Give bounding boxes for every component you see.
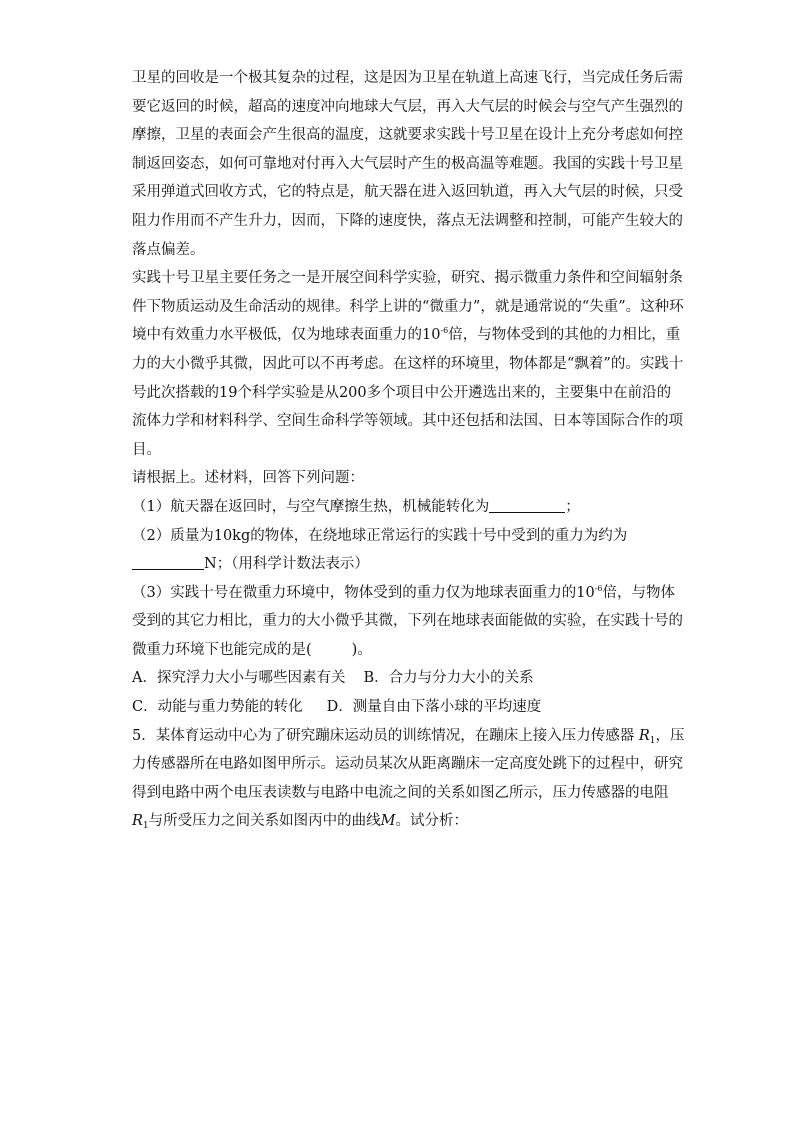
subscript: 1 [142, 821, 149, 832]
question-2-line-2 [132, 550, 662, 579]
question-text: )。 [351, 641, 372, 658]
question-3-line-2: 受到的其它力相比，重力的大小微乎其微，下列在地球表面能做的实验，在实践十号的 [132, 613, 683, 630]
passage-line: 件下物质运动及生命活动的规律。科学上讲的“微重力”，就是通常说的“失重”。这种环 [132, 298, 684, 315]
problem-5-line-3: 得到电路中两个电压表读数与电路中电流之间的关系如图乙所示，压力传感器的电阻 [132, 784, 669, 801]
question-text: 倍，与物体 [602, 584, 675, 601]
passage-line [132, 321, 681, 350]
option-c: C．动能与重力势能的转化 [132, 699, 303, 716]
passage-line: 实践十号卫星主要任务之一是开展空间科学实验，研究、揭示微重力条件和空间辐射条 [132, 270, 683, 287]
passage-line: 摩擦，卫星的表面会产生很高的温度，这就要求实践十号卫星在设计上充分考虑如何控 [132, 127, 683, 144]
passage-line: 要它返回的时候，超高的速度冲向地球大气层，再入大气层的时候会与空气产生强烈的 [132, 98, 683, 115]
passage-text: 境中有效重力水平极低，仅为地球表面重力的10 [132, 327, 441, 344]
passage-line: 落点偏差。 [132, 241, 205, 258]
question-1 [132, 493, 662, 522]
passage-line: 采用弹道式回收方式，它的特点是，航天器在进入返回轨道，再入大气层的时候，只受 [132, 184, 683, 201]
passage-line: 目。 [132, 441, 161, 458]
question-3-line-3 [132, 636, 662, 665]
curve-symbol: M [380, 813, 396, 830]
question-2: （2）质量为10kg的物体，在绕地球正常运行的实践十号中受到的重力为约为 [132, 527, 628, 544]
exponent: -6 [594, 583, 603, 593]
passage-line: 阻力作用而不产生升力，因而，下降的速度快，落点无法调整和控制，可能产生较大的 [132, 212, 683, 229]
problem-text: 与所受压力之间关系如图丙中的曲线 [148, 813, 381, 830]
question-text: N；（用科学计数法表示） [204, 556, 369, 573]
resistor-symbol: R [132, 813, 143, 830]
options-row-1 [132, 664, 662, 693]
question-text: （3）实践十号在微重力环境中，物体受到的重力仅为地球表面重力的10 [132, 584, 595, 601]
question-prompt: 请根据上。述材料，回答下列问题： [132, 470, 364, 487]
question-text: 微重力环境下也能完成的是( [132, 641, 312, 658]
passage-line: 号此次搭载的19个科学实验是从200多个项目中公开遴选出来的，主要集中在前沿的 [132, 384, 672, 401]
answer-blank-1[interactable] [489, 495, 565, 513]
question-3 [132, 579, 675, 608]
passage-line: 卫星的回收是一个极其复杂的过程，这是因为卫星在轨道上高速飞行，当完成任务后需 [132, 70, 683, 86]
passage-line: 流体力学和材料科学、空间生命科学等领域。其中还包括和法国、日本等国际合作的项 [132, 413, 683, 430]
problem-5-line-2: 力传感器所在电路如图甲所示。运动员某次从距离蹦床一定高度处跳下的过程中，研究 [132, 756, 683, 773]
resistor-symbol: R [638, 727, 650, 744]
passage-line: 力的大小微乎其微，因此可以不再考虑。在这样的环境里，物体都是“飘着”的。实践十 [132, 355, 684, 372]
options-row-2 [132, 693, 662, 722]
option-d: D．测量自由下落小球的平均速度 [326, 699, 542, 716]
problem-text: ，压 [655, 727, 685, 744]
option-a: A．探究浮力大小与哪些因素有关 [132, 670, 346, 687]
passage-text: 倍，与物体受到的其他的力相比，重 [448, 327, 681, 344]
subscript: 1 [649, 735, 656, 746]
question-text: ； [565, 498, 580, 515]
exponent: -6 [440, 326, 449, 336]
option-b: B．合力与分力大小的关系 [363, 670, 534, 687]
document-body [132, 64, 685, 836]
problem-text: 5．某体育运动中心为了研究蹦床运动员的训练情况，在蹦床上接入压力传感器 [132, 727, 635, 744]
problem-5 [132, 722, 685, 751]
answer-blank-2[interactable] [132, 552, 204, 570]
problem-text: 。试分析： [395, 813, 469, 830]
problem-5-line-4 [132, 807, 662, 836]
question-text: （1）航天器在返回时，与空气摩擦生热，机械能转化为 [132, 498, 490, 515]
passage-line: 制返回姿态，如何可靠地对付再入大气层时产生的极高温等难题。我国的实践十号卫星 [132, 155, 683, 172]
